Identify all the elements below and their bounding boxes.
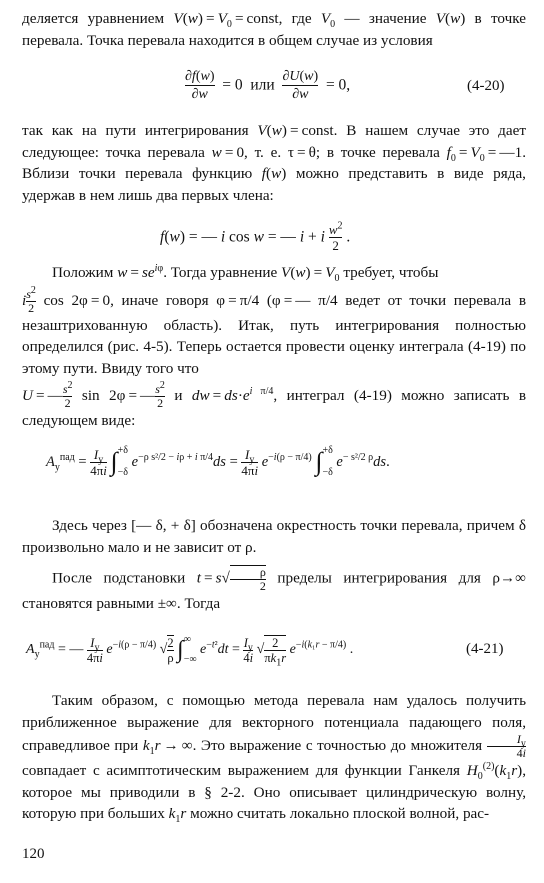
equation-4-20: $\frac{\partial f(w)}{\partial w}$ = 0 или $\frac{\partial U(w)}{\partial w}$ = 0, <box>185 69 351 102</box>
paragraph-1 <box>22 8 526 51</box>
paragraph-6 <box>22 690 526 825</box>
paragraph-3-line-2: i $\frac{s^2}{2}$ cos 2φ = 0, иначе говоря φ = π/4 (φ = — π/4 ведет от точки перевала в незаштрихованную область). Итак, путь интегрирования полностью определился (рис. 4-5). Теперь остается провести оценку интеграла (4-19) по этому пути. Ввиду того что <box>22 284 526 377</box>
paragraph-5-text: После подстановки t = s√ $\frac{\rho}{2}$ пределы интегрирования для ρ→∞ становятся равными ±∞. Тогда <box>22 565 526 612</box>
paragraph-4-text: Здесь через [— δ, + δ] обозначена окрестность точки перевала, причем δ произвольно мало и не зависит от ρ. <box>22 517 526 556</box>
equation-series: f(w) = — i cos w = — i + i $\frac{w^2}{2}$ . <box>160 220 351 253</box>
paragraph-1-text: деляется уравнением $V(w) = V_0$ = const, где $V_0$ — значение V(w) в точке перевала. Точка перевала находится в общем случае из условия <box>22 10 526 49</box>
paragraph-3-line-3: U = — $\frac{s^2}{2}$ sin 2φ = — $\frac{s^2}{2}$ и dw = $ds\cdot e^{i \pi/4}$, интеграл (4-19) можно записать в следующем виде: <box>22 380 526 429</box>
equation-4-21-number: (4-21) <box>466 641 504 657</box>
paragraph-4 <box>22 515 526 558</box>
equation-4-20-number: (4-20) <box>467 78 505 94</box>
paragraph-2-text: так как на пути интегрирования V(w) = const. В нашем случае это дает следующее: точка перевала w = 0, т. е. τ = θ; в точке перевала $f_0 = V_0$ = —1. Вблизи точки перевала функцию f(w) можно представить в виде ряда, удержав в нем лишь два первых члена: <box>22 122 526 204</box>
paragraph-5 <box>22 565 526 615</box>
paragraph-3 <box>22 262 526 432</box>
paragraph-2 <box>22 120 526 206</box>
paragraph-6-text: Таким образом, с помощью метода перевала нам удалось получить приближенное выражение для векторного потенциала падающего поля, справедливое при $k_1r$ → ∞. Это выражение с точностью до множителя $I_у$ 4i совпадает с асимптотическим выражением для функции Ганкеля $H_0^{(2)}(k_1r)$, которое мы приводили в § 2-2. Оно описывает цилиндрическую волну, которую при больших $k_1r$ можно считать локально плоской волной, рас- <box>22 692 526 826</box>
equation-integral: $A_у^{пад}$ = $I_у$ 4πi ∫ +δ −δ $e^{-\rho s^2/2 - i\rho + i \pi/4}ds$ = $I_у$ 4πi $e^{-i(\rho - \pi/4)}$ ∫ +δ −δ $e^{- s^2/2 \rho}ds$. <box>46 445 390 478</box>
equation-4-21: $A_у^{пад}$ = — $I_у$ 4πi $e^{-i(\rho - \pi/4)}$ √ $\frac{2}{\rho}$ ∫ ∞ −∞ $e^{-t^2}dt$ = $I_у$ 4i √ $\frac{2}{\pi k_1r}$ $e^{-i(k_1r - \pi/4)}$ . <box>26 634 354 669</box>
page-number: 120 <box>22 846 45 862</box>
paragraph-3-line-1: Положим $w = se^{i\varphi}$. Тогда уравнение $V(w) = V_0$ требует, чтобы <box>52 262 439 285</box>
